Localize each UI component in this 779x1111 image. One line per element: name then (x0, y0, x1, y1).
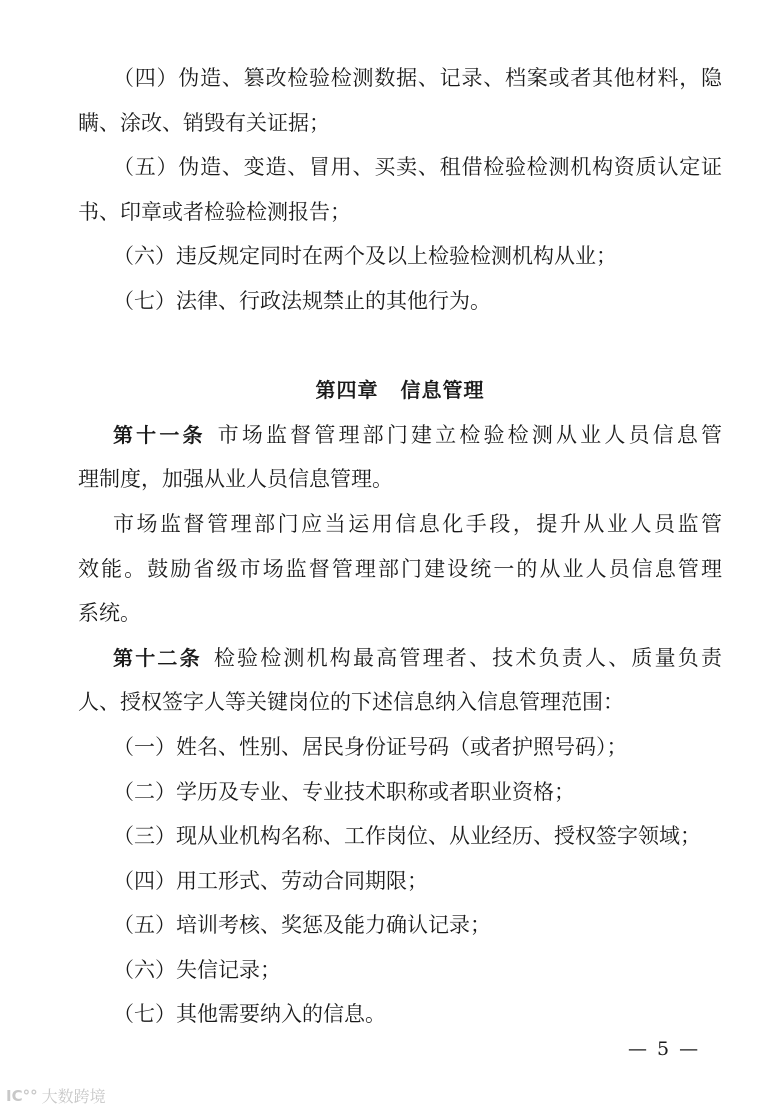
paragraph (78, 992, 722, 1037)
line-text: 系统。 (78, 601, 141, 626)
text-line (78, 725, 722, 770)
text-line (78, 413, 722, 458)
line-text: （三）现从业机构名称、工作岗位、从业经历、授权签字领域； (113, 824, 701, 849)
page-number: — 5 — (628, 1038, 701, 1060)
line-text: 瞒、涂改、销毁有关证据； (78, 110, 330, 135)
paragraph (78, 56, 722, 145)
paragraph (78, 859, 722, 904)
text-line (78, 502, 722, 547)
line-text: （七）其他需要纳入的信息。 (113, 1002, 386, 1027)
paragraph (78, 145, 722, 234)
text-line (78, 992, 722, 1037)
article-number: 第十一条 (113, 422, 206, 447)
text-line (78, 234, 722, 279)
line-text: （七）法律、行政法规禁止的其他行为。 (113, 288, 491, 313)
text-line (78, 190, 722, 235)
text-line (78, 145, 722, 190)
paragraph (78, 279, 722, 324)
text-line (78, 636, 722, 681)
line-text: 检验检测机构最高管理者、技术负责人、质量负责 (213, 645, 723, 670)
chapter-title: 信息管理 (400, 378, 485, 403)
watermark-text: 大数跨境 (41, 1087, 106, 1106)
line-text: 效能。鼓励省级市场监督管理部门建设统一的从业人员信息管理 (78, 556, 722, 581)
text-line (78, 56, 722, 101)
line-text: （五）培训考核、奖惩及能力确认记录； (113, 913, 491, 938)
watermark-logo: IC°° (6, 1086, 38, 1105)
line-text: （五）伪造、变造、冒用、买卖、租借检验检测机构资质认定证 (113, 155, 722, 180)
text-line (78, 859, 722, 904)
paragraph (78, 502, 722, 636)
text-line (78, 814, 722, 859)
spacer (78, 324, 722, 369)
text-line (78, 547, 722, 592)
line-text: （二）学历及专业、专业技术职称或者职业资格； (113, 779, 575, 804)
text-line (78, 680, 722, 725)
line-text: 书、印章或者检验检测报告； (78, 199, 351, 224)
text-line (78, 770, 722, 815)
text-line (78, 101, 722, 146)
chapter-number: 第四章 (315, 378, 379, 403)
watermark (6, 1084, 106, 1107)
paragraph (78, 770, 722, 815)
text-line (78, 591, 722, 636)
line-text: （六）失信记录； (113, 957, 281, 982)
document-body (78, 56, 722, 1037)
line-text: 理制度，加强从业人员信息管理。 (78, 467, 393, 492)
text-line (78, 457, 722, 502)
text-line (78, 948, 722, 993)
line-text: （六）违反规定同时在两个及以上检验检测机构从业； (113, 244, 617, 269)
line-text: 人、授权签字人等关键岗位的下述信息纳入信息管理范围： (78, 690, 624, 715)
line-text: （四）用工形式、劳动合同期限； (113, 868, 428, 893)
line-text: （四）伪造、篡改检验检测数据、记录、档案或者其他材料，隐 (113, 66, 722, 90)
line-text: 市场监督管理部门应当运用信息化手段，提升从业人员监管 (113, 511, 722, 536)
paragraph (78, 234, 722, 279)
paragraph (78, 948, 722, 993)
chapter-heading (78, 368, 722, 413)
article-number: 第十二条 (113, 645, 202, 670)
article-paragraph (78, 413, 722, 502)
text-line (78, 279, 722, 324)
paragraph (78, 814, 722, 859)
paragraph (78, 903, 722, 948)
paragraph (78, 725, 722, 770)
article-paragraph (78, 636, 722, 725)
line-text: 市场监督管理部门建立检验检测从业人员信息管 (217, 422, 723, 447)
text-line (78, 903, 722, 948)
line-text: （一）姓名、性别、居民身份证号码（或者护照号码）； (113, 734, 628, 759)
